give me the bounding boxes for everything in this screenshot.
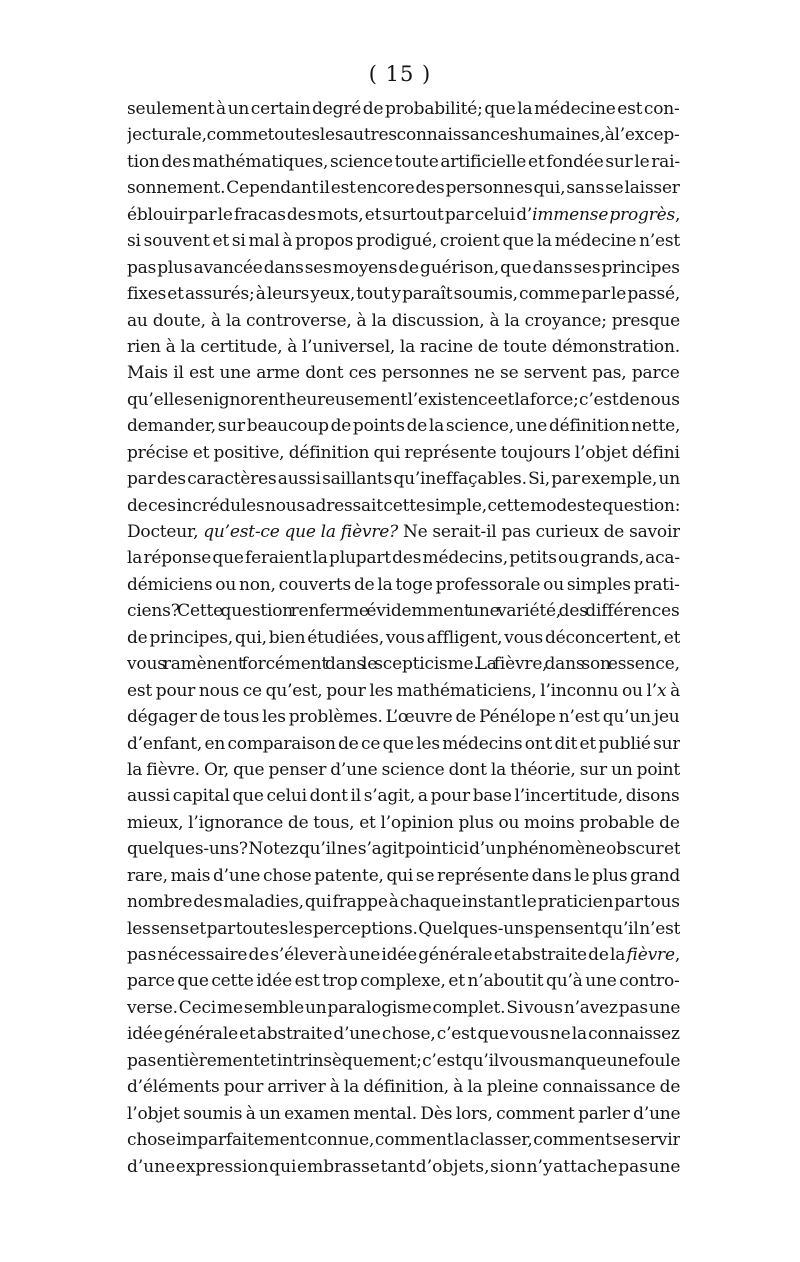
text-line (127, 731, 680, 757)
text-run: de ces incrédules nous adressait cette simple, cette modeste question: (127, 495, 680, 516)
text-run: démiciens ou non, couverts de la toge professorale ou simples prati- (127, 574, 680, 595)
text-line (127, 783, 680, 809)
text-run: tion des mathématiques, science toute artificielle et fondée sur le rai- (127, 151, 680, 172)
text-run: qu’elles en ignorent heureusement l’existence et la force; c’est de nous (127, 389, 680, 410)
text-line (127, 1127, 680, 1153)
text-line (127, 995, 680, 1021)
text-run: la fièvre. Or, que penser d’une science dont la théorie, sur un point (127, 759, 680, 780)
text-line (127, 228, 680, 254)
italic-text: qu’est-ce que la fièvre? (203, 522, 399, 542)
text-run: jecturale, comme toutes les autres connaissances humaines, à l’excep- (127, 125, 680, 146)
text-run: l’objet soumis à un examen mental. Dès lors, comment parler d’une (127, 1103, 680, 1124)
text-run: mieux, l’ignorance de tous, et l’opinion plus ou moins probable de (127, 812, 680, 833)
text-run: chose imparfaitement connue, comment la classer, comment se servir (127, 1130, 680, 1151)
text-line (127, 968, 680, 994)
text-line (127, 255, 680, 281)
text-run: vous ramènent forcément dans le scepticisme. La fièvre, dans son essence, (127, 654, 680, 675)
text-run: parce que cette idée est trop complexe, et n’aboutit qu’à une contro- (127, 971, 680, 992)
text-run: dégager de tous les problèmes. L’œuvre de Pénélope n’est qu’un jeu (127, 707, 680, 728)
text-line (127, 1021, 680, 1047)
text-line (127, 1154, 680, 1180)
text-run: , (675, 204, 680, 225)
text-run: quelques-uns? Notez qu’il ne s’agit point ici d’un phénomène obscur et (127, 839, 680, 860)
text-line (127, 175, 680, 201)
text-run: Docteur, (127, 522, 204, 542)
text-line (127, 1074, 680, 1100)
text-line (127, 651, 680, 677)
text-run: si souvent et si mal à propos prodigué, croient que la médecine n’est (127, 231, 680, 252)
text-line (127, 149, 680, 175)
text-line (127, 308, 680, 334)
text-run: les sens et par toutes les perceptions. Quelques-uns pensent qu’il n’est (127, 918, 680, 939)
text-line (127, 916, 680, 942)
text-line (127, 413, 680, 439)
text-line (127, 598, 680, 624)
text-run: pas entièrement et intrinsèquement; c’est qu’il vous manque une foule (127, 1050, 680, 1071)
text-run: Mais il est une arme dont ces personnes ne se servent pas, parce (127, 363, 680, 384)
text-run: pas plus avancée dans ses moyens de guérison, que dans ses principes (127, 257, 680, 278)
text-run: Ne serait-il pas curieux de savoir (398, 522, 680, 542)
text-run: sonnement. Cependant il est encore des personnes qui, sans se laisser (127, 178, 680, 199)
text-run: nombre des maladies, qui frappe à chaque instant le praticien par tous (127, 892, 680, 913)
text-run: rien à la certitude, à l’universel, la racine de toute démonstration. (127, 336, 680, 357)
text-line (127, 360, 680, 386)
text-line (127, 678, 680, 704)
text-run: rare, mais d’une chose patente, qui se représente dans le plus grand (127, 865, 680, 886)
text-run: seulement à un certain degré de probabilité; que la médecine est con- (127, 99, 680, 119)
text-line (127, 757, 680, 783)
text-line (127, 810, 680, 836)
text-line (127, 122, 680, 148)
text-line (127, 836, 680, 862)
text-line (127, 863, 680, 889)
text-run: idée générale et abstraite d’une chose, c’est que vous ne la connaissez (127, 1024, 680, 1045)
text-line (127, 519, 680, 545)
italic-text: x (656, 680, 667, 701)
italic-text: fièvre (626, 945, 675, 965)
text-run: , (674, 945, 680, 965)
text-run: d’une expression qui embrasse tant d’objets, si on n’y attache pas une (127, 1156, 680, 1177)
text-run: demander, sur beaucoup de points de la science, une définition nette, (127, 416, 680, 437)
text-run: ciens? Cette question renferme évidemment une variété, des différences (127, 601, 680, 622)
text-run: pas nécessaire de s’élever à une idée générale et abstraite de la (127, 945, 627, 965)
text-line (127, 1048, 680, 1074)
text-line (127, 889, 680, 915)
text-line (127, 202, 680, 228)
text-line (127, 493, 680, 519)
text-line (127, 1101, 680, 1127)
text-run: verse. Ceci me semble un paralogisme complet. Si vous n’avez pas une (127, 997, 680, 1018)
text-line (127, 704, 680, 730)
text-run: aussi capital que celui dont il s’agit, a pour base l’incertitude, disons (127, 786, 680, 807)
text-line (127, 96, 680, 122)
text-line (127, 625, 680, 651)
text-run: par des caractères aussi saillants qu’ineffaçables. Si, par exemple, un (127, 469, 680, 490)
text-run: précise et positive, définition qui représente toujours l’objet défini (127, 442, 680, 463)
text-line (127, 466, 680, 492)
text-line (127, 387, 680, 413)
italic-text: immense progrès (532, 204, 676, 225)
text-run: à (666, 680, 680, 701)
text-run: de principes, qui, bien étudiées, vous affligent, vous déconcertent, et (127, 627, 680, 648)
text-run: d’éléments pour arriver à la définition, à la pleine connaissance de (127, 1077, 680, 1098)
text-run: au doute, à la controverse, à la discussion, à la croyance; presque (127, 310, 680, 331)
text-line (127, 281, 680, 307)
text-run: fixes et assurés; à leurs yeux, tout y paraît soumis, comme par le passé, (127, 284, 680, 305)
text-run: la réponse que feraient la plupart des médecins, petits ou grands, aca- (127, 548, 680, 569)
text-run: éblouir par le fracas des mots, et surtout par celui d’ (127, 204, 533, 225)
text-line (127, 440, 680, 466)
page-number: ( 15 ) (368, 62, 432, 86)
body-text (127, 96, 680, 1180)
text-line (127, 572, 680, 598)
text-line (127, 334, 680, 360)
text-line (127, 545, 680, 571)
text-run: est pour nous ce qu’est, pour les mathématiciens, l’inconnu ou l’ (127, 680, 657, 701)
text-line (127, 942, 680, 968)
text-run: d’enfant, en comparaison de ce que les médecins ont dit et publié sur (127, 733, 680, 754)
